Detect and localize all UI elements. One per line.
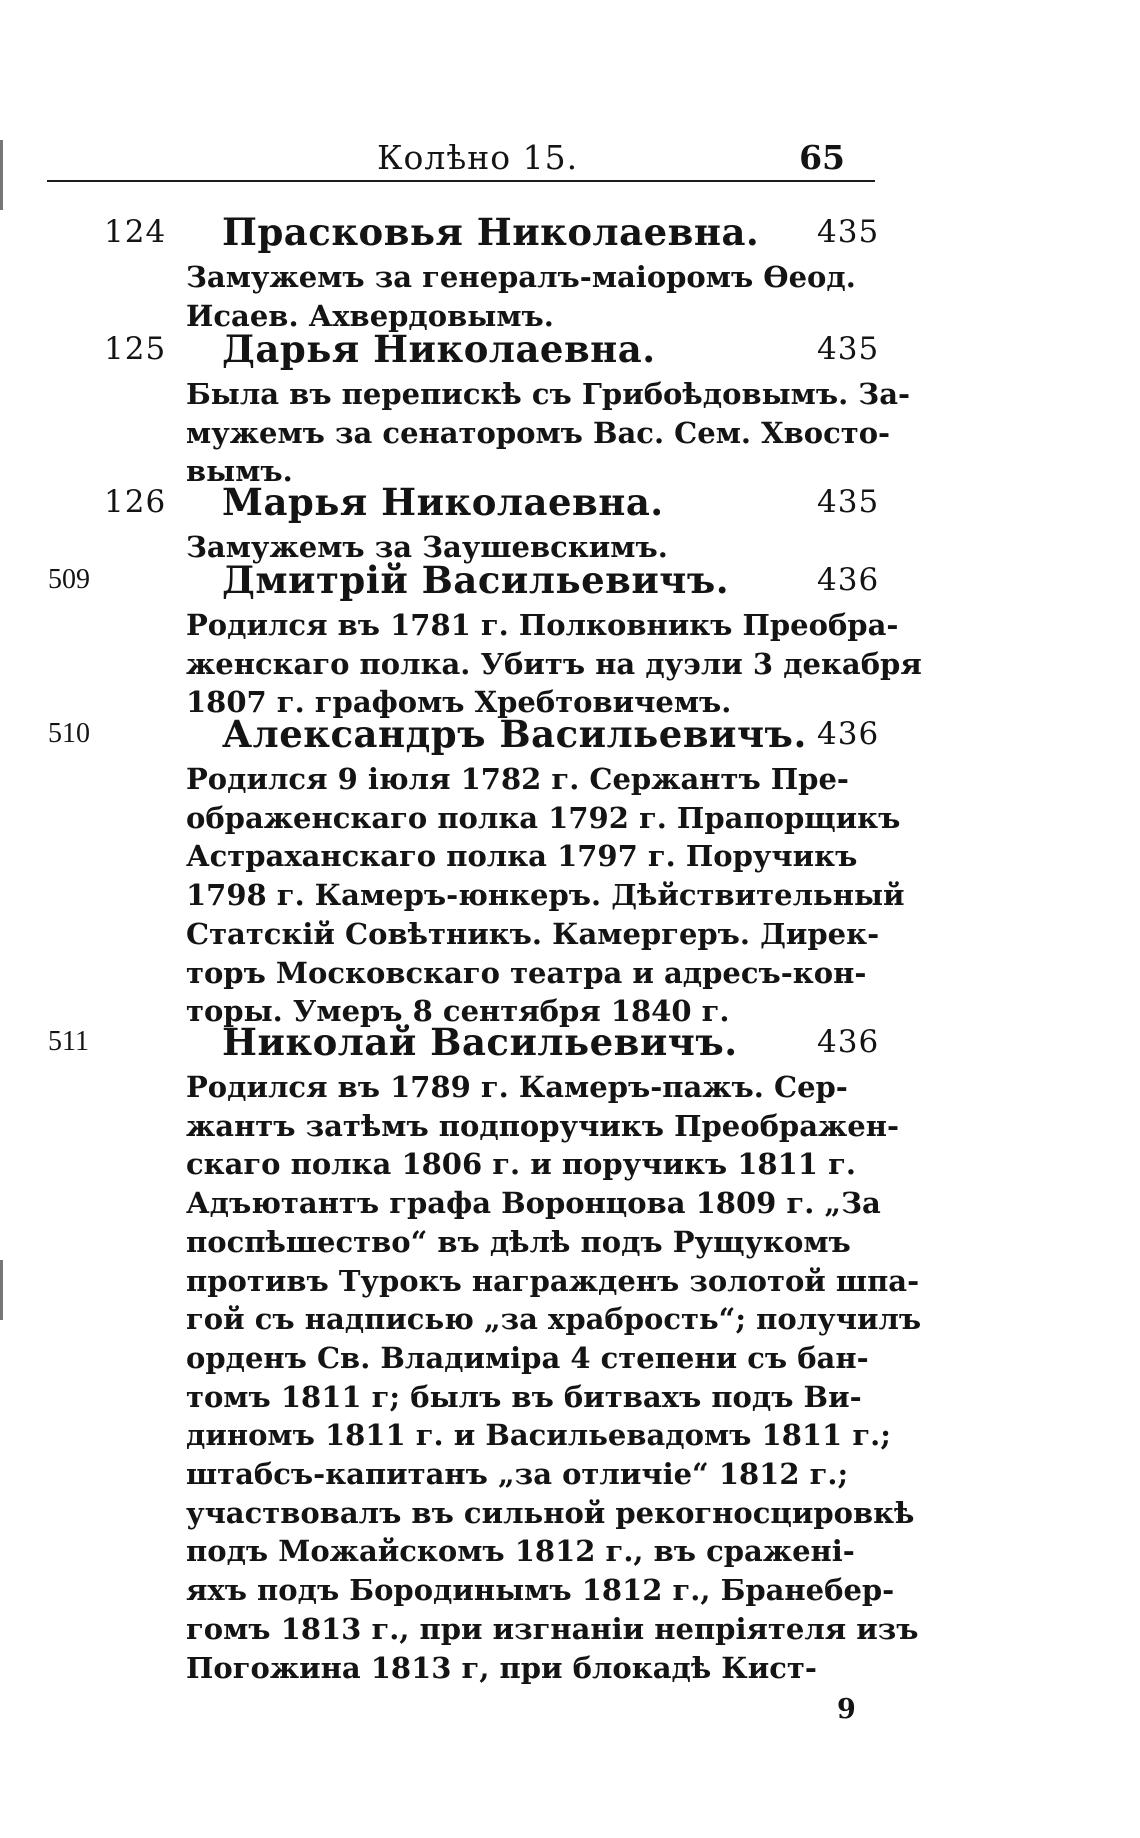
- reference-number: 436: [817, 716, 880, 752]
- text-line: противъ Турокъ награжденъ золотой шпа-: [186, 1263, 920, 1298]
- text-line: 1798 г. Камеръ-юнкеръ. Дѣйствительный: [186, 878, 905, 913]
- text-line: томъ 1811 г; былъ въ битвахъ подъ Ви-: [186, 1379, 862, 1414]
- text-line: Родился въ 1789 г. Камеръ-пажъ. Сер-: [186, 1070, 848, 1104]
- person-name: Прасковья Николаевна.: [222, 210, 760, 254]
- page-edge-shadow: [0, 1260, 3, 1320]
- entry-text: [186, 760, 905, 1031]
- entry-text: [186, 606, 922, 722]
- text-line: подъ Можайскомъ 1812 г., въ сраженi-: [186, 1534, 855, 1569]
- reference-number: 435: [817, 484, 880, 520]
- text-line: диномъ 1811 г. и Васильевадомъ 1811 г.;: [186, 1418, 891, 1453]
- text-line: Родился въ 1781 г. Полковникъ Преобра-: [186, 608, 899, 642]
- text-line: мужемъ за сенаторомъ Вас. Сем. Хвосто-: [186, 415, 891, 450]
- person-name: Александръ Васильевичъ.: [222, 712, 807, 756]
- text-line: яхъ подъ Бородинымъ 1812 г., Бранебер-: [186, 1573, 895, 1608]
- text-line: жантъ затѣмъ подпоручикъ Преображен-: [186, 1108, 899, 1143]
- reference-number: 436: [817, 1024, 880, 1060]
- reference-number: 435: [817, 331, 880, 367]
- person-name: Николай Васильевичъ.: [222, 1020, 738, 1064]
- running-head-title: Колѣно 15.: [377, 138, 579, 177]
- text-line: штабсъ-капитанъ „за отличіе“ 1812 г.;: [186, 1457, 849, 1492]
- entry-global-number: 511: [48, 1026, 89, 1057]
- page-edge-shadow: [0, 140, 3, 210]
- entry-global-number: 509: [48, 564, 90, 595]
- person-name: Дмитрій Васильевичъ.: [222, 558, 730, 602]
- entry-text: [186, 258, 856, 335]
- text-line: скаго полка 1806 г. и поручикъ 1811 г.: [186, 1147, 856, 1182]
- text-line: Была въ перепискѣ съ Грибоѣдовымъ. За-: [186, 377, 911, 411]
- text-line: Погожина 1813 г, при блокадѣ Кист-: [186, 1650, 817, 1685]
- entry-text: [186, 375, 911, 491]
- entry-number: 124: [104, 214, 167, 250]
- text-line: Адъютантъ графа Воронцова 1809 г. „За: [186, 1186, 881, 1221]
- text-line: орденъ Св. Владиміра 4 степени съ бан-: [186, 1340, 869, 1375]
- person-name: Дарья Николаевна.: [222, 327, 656, 371]
- text-line: гой съ надписью „за храбрость“; получилъ: [186, 1302, 922, 1337]
- text-line: женскаго полка. Убитъ на дуэли 3 декабря: [186, 646, 922, 681]
- reference-number: 436: [817, 562, 880, 598]
- signature-mark: 9: [837, 1694, 856, 1725]
- reference-number: 435: [817, 214, 880, 250]
- text-line: торъ Московскаго театра и адресъ-кон-: [186, 955, 867, 990]
- text-line: 1807 г. графомъ Хребтовичемъ.: [186, 685, 732, 720]
- text-line: поспѣшество“ въ дѣлѣ подъ Рущукомъ: [186, 1224, 851, 1259]
- entry-number: 126: [104, 484, 167, 520]
- text-line: Исаев. Ахвердовымъ.: [186, 298, 554, 333]
- text-line: Замужемъ за генералъ-маіоромъ Ѳеод.: [186, 260, 856, 294]
- text-line: вымъ.: [186, 454, 293, 489]
- text-line: участвовалъ въ сильной рекогносцировкѣ: [186, 1495, 915, 1530]
- text-line: гомъ 1813 г., при изгнаніи непріятеля изъ: [186, 1611, 919, 1646]
- text-line: Родился 9 іюля 1782 г. Сержантъ Пре-: [186, 762, 849, 796]
- entry-number: 125: [104, 331, 167, 367]
- text-line: ображенскаго полка 1792 г. Прапорщикъ: [186, 800, 901, 835]
- text-line: Статскій Совѣтникъ. Камергеръ. Дирек-: [186, 916, 880, 951]
- person-name: Марья Николаевна.: [222, 480, 664, 524]
- entry-text: [186, 1068, 922, 1687]
- text-line: торы. Умеръ 8 сентября 1840 г.: [186, 994, 730, 1029]
- text-line: Астраханскаго полка 1797 г. Поручикъ: [186, 839, 858, 874]
- running-head: [47, 128, 875, 182]
- entry-global-number: 510: [48, 718, 90, 749]
- page-number: 65: [799, 138, 845, 177]
- text-line: Замужемъ за Заушевскимъ.: [186, 530, 668, 564]
